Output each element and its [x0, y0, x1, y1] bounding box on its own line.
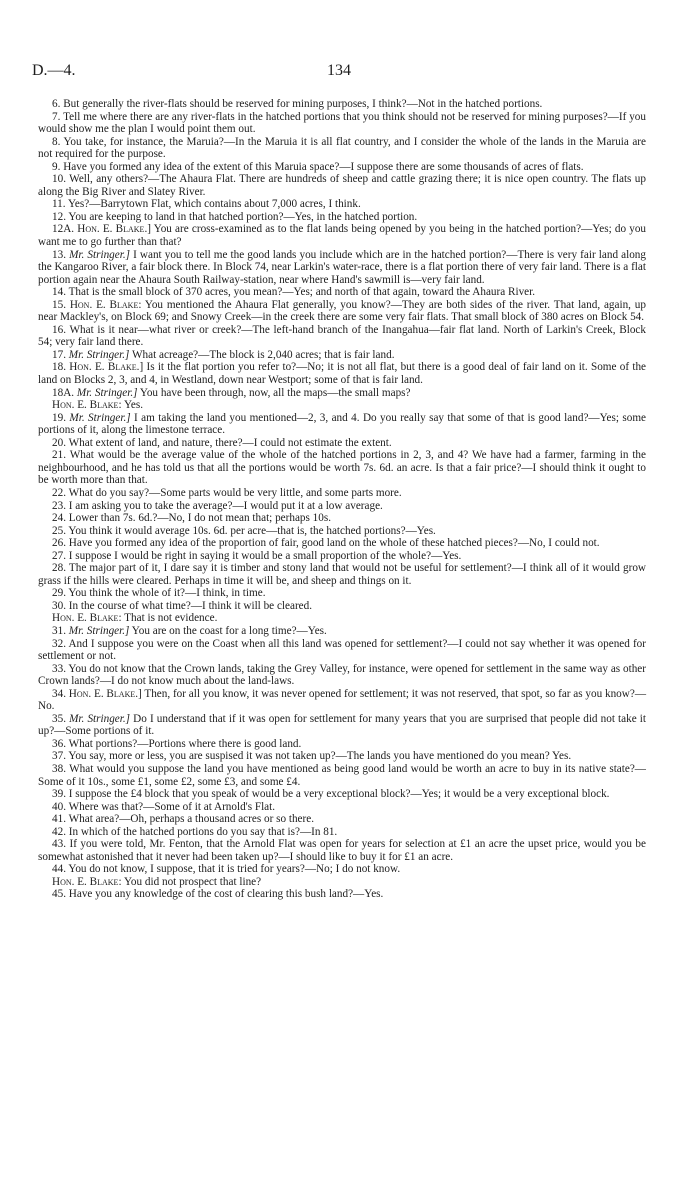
paragraph	[38, 399, 646, 412]
paragraph-text: Tell me where there are any river-flats in the hatched portions that you think should not be reserved for mining purposes?—If you would show me the plan I would point them out.	[38, 110, 646, 136]
paragraph	[38, 763, 646, 788]
question-number: 40.	[52, 800, 66, 813]
paragraph	[38, 562, 646, 587]
question-number: 19.	[52, 411, 66, 424]
question-number: 42.	[52, 825, 66, 838]
paragraph-text: The major part of it, I dare say it is timber and stony land that would not be useful for settlement?—I think all of it would grow grass if the hills were cleared. Perhaps in time it will be, and sheep and things on it.	[38, 562, 646, 587]
question-number: 28.	[52, 562, 66, 575]
paragraph-text: What portions?—Portions where there is good land.	[68, 737, 302, 750]
paragraph	[38, 449, 646, 487]
paragraph	[38, 863, 646, 876]
paragraph-text: I suppose I would be right in saying it would be a small proportion of the whole?—Yes.	[68, 549, 462, 562]
paragraph-text: That is the small block of 370 acres, you mean?—Yes; and north of that again, toward the Ahaura River.	[68, 286, 536, 299]
paragraph-text: Is it the flat portion you refer to?—No; it is not all flat, but there is a good deal of fair land on it. Some of the land on Blocks 2, 3, and 4, in Westland, down near Westport; some of that is fair land.	[38, 361, 647, 387]
paragraph-text: In which of the hatched portions do you say that is?—In 81.	[68, 825, 338, 838]
question-number: 14.	[52, 286, 66, 299]
question-number: 18.	[52, 361, 66, 374]
speaker: Mr. Stringer.]	[69, 712, 131, 725]
question-number: 41.	[52, 813, 66, 826]
question-number: 43.	[52, 838, 66, 851]
page-header	[32, 62, 646, 82]
paragraph	[38, 299, 646, 324]
paragraph	[38, 750, 646, 763]
paragraph	[38, 738, 646, 751]
paragraph-text: You think it would average 10s. 6d. per acre—that is, the hatched portions?—Yes.	[68, 524, 436, 537]
paragraph-text: I am taking the land you mentioned—2, 3, and 4. Do you really say that some of that is good land?—Yes; some portions of it, along the limestone terrace.	[38, 411, 647, 437]
question-number: 35.	[52, 712, 66, 725]
paragraph-text: Have you formed any idea of the extent of this Maruia space?—I suppose there are some thousands of acres of flats.	[63, 160, 584, 173]
question-number: 30.	[52, 599, 66, 612]
speaker: Mr. Stringer.]	[68, 624, 130, 637]
paragraph-text: You take, for instance, the Maruia?—In the Maruia it is all flat country, and I consider the whole of the lands in the Maruia are not required for the purpose.	[38, 135, 646, 161]
paragraph-text: What extent of land, and nature, there?—I could not estimate the extent.	[68, 436, 392, 449]
question-number: 39.	[52, 788, 66, 801]
paragraph	[38, 801, 646, 814]
paragraph-text: What is it near—what river or creek?—The left-hand branch of the Inangahua—fair flat land. North of Larkin's Creek, Block 54; very fair land there.	[38, 323, 646, 349]
paragraph-text: Then, for all you know, it was never opened for settlement; it was not reserved, that spot, so far as you know?—No.	[38, 687, 647, 713]
paragraph-text: What do you say?—Some parts would be very little, and some parts more.	[68, 486, 402, 499]
paragraph	[38, 387, 646, 400]
paragraph	[38, 98, 646, 111]
paragraph-text: Where was that?—Some of it at Arnold's Flat.	[68, 800, 276, 813]
paragraph-text: Yes?—Barrytown Flat, which contains about 7,000 acres, I think.	[67, 198, 361, 211]
question-number: 7.	[52, 110, 61, 123]
paragraph	[38, 813, 646, 826]
speaker: Mr. Stringer.]	[76, 386, 138, 399]
question-number: 10.	[52, 173, 66, 186]
question-number: 16.	[52, 323, 66, 336]
paragraph	[38, 688, 646, 713]
question-number: 15.	[52, 298, 66, 311]
paragraph-text: You are cross-examined as to the flat lands being opened by you being in the hatched portion?—Yes; do you want me to go further than that?	[38, 223, 647, 249]
paragraph	[38, 223, 646, 248]
paragraph	[38, 663, 646, 688]
question-number: 11.	[52, 198, 66, 211]
paragraph-text: You have been through, now, all the maps—the small maps?	[139, 386, 411, 399]
paragraph	[38, 525, 646, 538]
paragraph-text: Have you formed any idea of the proportion of fair, good land on the whole of these hatched pieces?—No, I could not.	[68, 537, 600, 550]
question-number: 6.	[52, 98, 61, 110]
paragraph	[38, 587, 646, 600]
paragraph	[38, 600, 646, 613]
paragraph	[38, 876, 646, 889]
question-number: 21.	[52, 449, 66, 462]
paragraph	[38, 211, 646, 224]
speaker: Mr. Stringer.]	[68, 348, 130, 361]
speaker: Hon. E. Blake:	[69, 298, 142, 311]
question-number: 38.	[52, 762, 66, 775]
question-number: 9.	[52, 160, 61, 173]
paragraph	[38, 437, 646, 450]
paragraph-text: What acreage?—The block is 2,040 acres; that is fair land.	[132, 348, 395, 361]
question-number: 31.	[52, 624, 66, 637]
paragraph	[38, 788, 646, 801]
paragraph-text: I suppose the £4 block that you speak of would be a very exceptional block?—Yes; it would be a very exceptional block.	[68, 788, 610, 801]
question-number: 37.	[52, 750, 66, 763]
paragraph-text: Lower than 7s. 6d.?—No, I do not mean that; perhaps 10s.	[68, 512, 332, 525]
question-number: 34.	[52, 687, 66, 700]
question-number: 26.	[52, 537, 66, 550]
paragraph	[38, 625, 646, 638]
paragraph-text: You are on the coast for a long time?—Yes.	[131, 624, 327, 637]
paragraph-text: You say, more or less, you are suspised it was not taken up?—The lands you have mentioned do you mean? Yes.	[68, 750, 572, 763]
speaker: Mr. Stringer.]	[69, 411, 131, 424]
paragraph-text: That is not evidence.	[124, 612, 218, 625]
paragraph	[38, 487, 646, 500]
question-number: 36.	[52, 737, 66, 750]
speaker: Hon. E. Blake:	[52, 399, 122, 412]
paragraph-text: You mentioned the Ahaura Flat generally, you know?—They are both sides of the river. That land, again, up near Mackley's, on Block 69; and Snowy Creek—in the creek there are some very fair flats. That small block of 380 acres on Block 54.	[38, 298, 646, 324]
speaker: Hon. E. Blake:	[52, 612, 122, 625]
paragraph	[38, 412, 646, 437]
question-number: 13.	[52, 248, 66, 261]
question-number: 8.	[52, 135, 61, 148]
paragraph	[38, 361, 646, 386]
question-number: 23.	[52, 499, 66, 512]
document-body	[38, 98, 646, 901]
question-number: 20.	[52, 436, 66, 449]
question-number: 17.	[52, 348, 66, 361]
paragraph-text: But generally the river-flats should be reserved for mining purposes, I think?—Not in the hatched portions.	[63, 98, 543, 110]
question-number: 12.	[52, 210, 66, 223]
paragraph	[38, 349, 646, 362]
paragraph	[38, 286, 646, 299]
paragraph	[38, 111, 646, 136]
page-number: 134	[327, 62, 351, 79]
question-number: 22.	[52, 486, 66, 499]
paragraph-text: In the course of what time?—I think it will be cleared.	[68, 599, 313, 612]
speaker: Hon. E. Blake.]	[77, 223, 151, 236]
paragraph-text: What would you suppose the land you have mentioned as being good land would be worth an acre to buy in its native state?—Some of it 10s., some £1, some £2, some £3, and some £4.	[38, 762, 646, 788]
paragraph-text: Yes.	[123, 399, 144, 412]
paragraph-text: You do not know, I suppose, that it is tried for years?—No; I do not know.	[68, 863, 401, 876]
question-number: 27.	[52, 549, 66, 562]
paragraph-text: You do not know that the Crown lands, taking the Grey Valley, for instance, were opened for settlement in the same way as other Crown lands?—I do not know much about the land-laws.	[38, 662, 646, 688]
paragraph	[38, 826, 646, 839]
paragraph	[38, 512, 646, 525]
question-number: 29.	[52, 587, 66, 600]
paragraph-text: What area?—Oh, perhaps a thousand acres or so there.	[68, 813, 314, 826]
question-number: 12A.	[52, 223, 75, 236]
paragraph	[38, 612, 646, 625]
question-number: 24.	[52, 512, 66, 525]
paragraph-text: I want you to tell me the good lands you include which are in the hatched portion?—There is very fair land along the Kangaroo River, a fair block there. In Block 74, near Larkin's water-race, there is a flat portion there of very fair land. There is a flat portion again near the Ahaura South Railway-station, near where Hand's sawmill is—very fair land.	[38, 248, 646, 286]
question-number: 25.	[52, 524, 66, 537]
question-number: 18A.	[52, 386, 75, 399]
paragraph	[38, 537, 646, 550]
paragraph-text: And I suppose you were on the Coast when all this land was opened for settlement?—I could not say whether it was opened for settlement or not.	[38, 637, 646, 663]
paragraph	[38, 638, 646, 663]
paragraph-text: Do I understand that if it was open for settlement for many years that you are surprised that people did not take it up?—Some portions of it.	[38, 712, 647, 738]
paragraph	[38, 249, 646, 287]
question-number: 32.	[52, 637, 66, 650]
paragraph	[38, 136, 646, 161]
speaker: Hon. E. Blake.]	[68, 687, 142, 700]
question-number: 33.	[52, 662, 66, 675]
paragraph	[38, 888, 646, 901]
speaker: Hon. E. Blake:	[52, 875, 122, 888]
paragraph-text: You did not prospect that line?	[123, 875, 262, 888]
paragraph-text: If you were told, Mr. Fenton, that the Arnold Flat was open for years for selection at £1 an acre the upset price, would you be somewhat astonished that it never had been taken up?—I should like to buy it for £1 an acre.	[38, 838, 646, 863]
paragraph	[38, 198, 646, 211]
paragraph	[38, 324, 646, 349]
speaker: Mr. Stringer.]	[69, 248, 130, 261]
paragraph	[38, 161, 646, 174]
paragraph-text: You think the whole of it?—I think, in time.	[68, 587, 266, 600]
paragraph	[38, 173, 646, 198]
paragraph-text: I am asking you to take the average?—I would put it at a low average.	[68, 499, 383, 512]
paragraph	[38, 713, 646, 738]
paragraph-text: Well, any others?—The Ahaura Flat. There are hundreds of sheep and cattle grazing there; it is nice open country. The flats up along the Big River and Slatey River.	[38, 173, 646, 198]
paragraph-text: What would be the average value of the whole of the hatched portions in 2, 3, and 4? We have had a farmer, farming in the neighbourhood, and he has told us that all the portions would be worth 7s. 6d. an acre. Is that a fair price?—I should think it ought to be worth more than that.	[38, 449, 646, 487]
paragraph	[38, 500, 646, 513]
document-reference: D.—4.	[32, 62, 76, 79]
question-number: 44.	[52, 863, 66, 876]
paragraph-text: You are keeping to land in that hatched portion?—Yes, in the hatched portion.	[68, 210, 418, 223]
question-number: 45.	[52, 888, 66, 901]
paragraph-text: Have you any knowledge of the cost of clearing this bush land?—Yes.	[68, 888, 384, 901]
paragraph	[38, 838, 646, 863]
speaker: Hon. E. Blake.]	[69, 361, 144, 374]
paragraph	[38, 550, 646, 563]
